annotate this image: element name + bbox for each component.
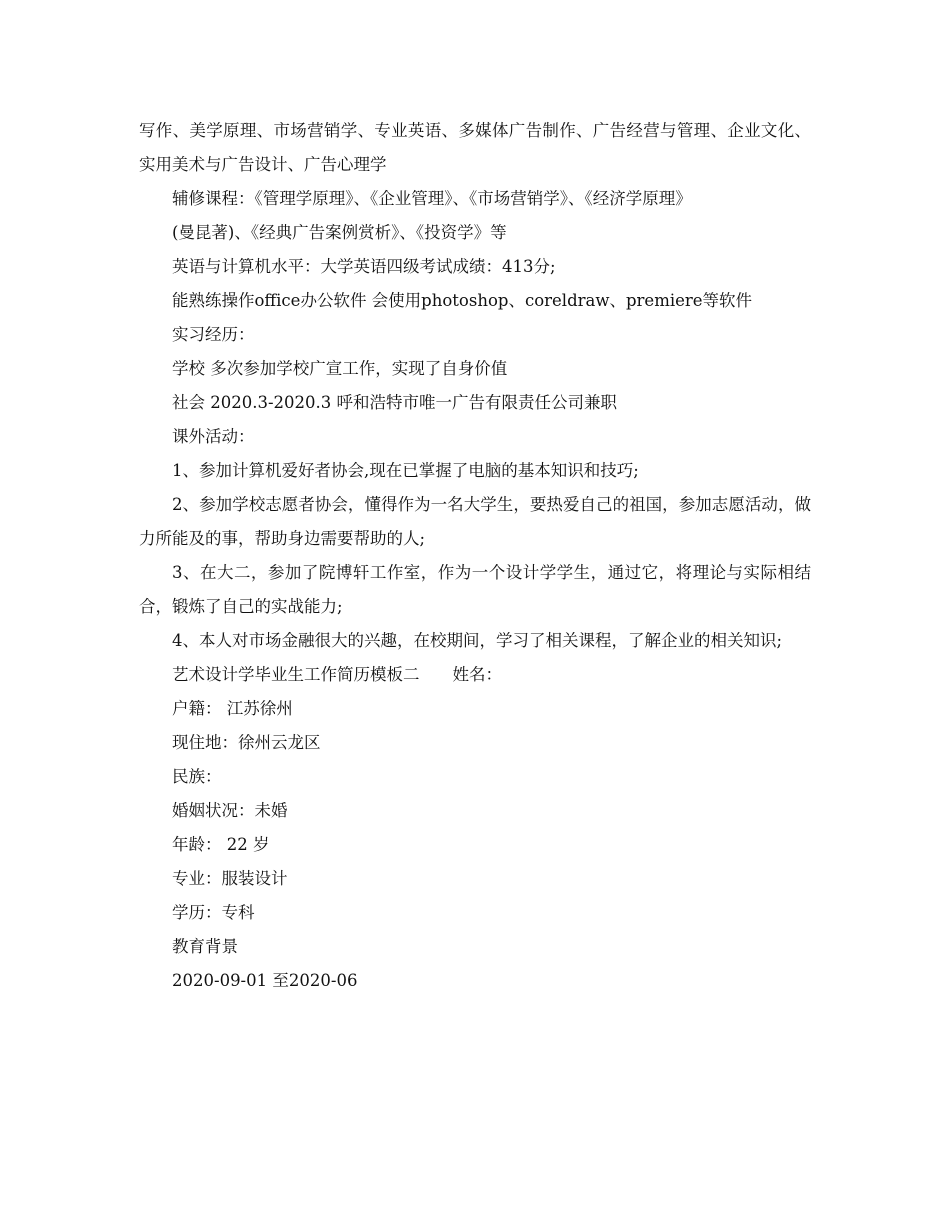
paragraph-courses-continued: 写作、美学原理、市场营销学、专业英语、多媒体广告制作、广告经营与管理、企业文化、实用美术与广告设计、广告心理学: [139, 121, 811, 174]
template-two-title: 艺术设计学毕业生工作简历模板二 姓名：: [172, 665, 502, 684]
document-body: [139, 114, 811, 998]
paragraph-internship-school: 学校 多次参加学校广宣工作，实现了自身价值: [172, 359, 508, 378]
paragraph-software-skills: 能熟练操作office办公软件 会使用photoshop、coreldraw、premiere等软件: [172, 291, 753, 310]
paragraph-internship-society: 社会 2020.3-2020.3 呼和浩特市唯一广告有限责任公司兼职: [172, 393, 618, 412]
list-item-activity-3: 3、在大二，参加了院博轩工作室，作为一个设计学学生，通过它，将理论与实际相结合，锻炼了自己的实战能力;: [139, 563, 811, 616]
list-item-activity-4: 4、本人对市场金融很大的兴趣，在校期间，学习了相关课程，了解企业的相关知识;: [172, 631, 783, 650]
list-item-activity-2: 2、参加学校志愿者协会，懂得作为一名大学生，要热爱自己的祖国，参加志愿活动，做力所能及的事，帮助身边需要帮助的人;: [139, 495, 811, 548]
heading-extracurricular: 课外活动：: [172, 427, 255, 446]
list-item-activity-1: 1、参加计算机爱好者协会,现在已掌握了电脑的基本知识和技巧;: [172, 461, 639, 480]
field-major: 专业：服装设计: [172, 869, 288, 888]
field-education-dates: 2020-09-01 至2020-06: [172, 971, 358, 990]
field-age: 年龄： 22 岁: [172, 835, 270, 854]
field-marital-status: 婚姻状况：未婚: [172, 801, 288, 820]
paragraph-minor-courses: 辅修课程：《管理学原理》、《企业管理》、《市场营销学》、《经济学原理》: [172, 189, 692, 208]
heading-internship: 实习经历：: [172, 325, 255, 344]
field-household-registration: 户籍： 江苏徐州: [172, 699, 293, 718]
heading-education-background: 教育背景: [172, 937, 238, 956]
field-ethnicity: 民族：: [172, 767, 222, 786]
field-current-residence: 现住地：徐州云龙区: [172, 733, 321, 752]
field-education-level: 学历：专科: [172, 903, 255, 922]
paragraph-minor-courses-continued: (曼昆著)、《经典广告案例赏析》、《投资学》等: [172, 223, 507, 242]
paragraph-english-computer-level: 英语与计算机水平：大学英语四级考试成绩：413分;: [172, 257, 556, 276]
